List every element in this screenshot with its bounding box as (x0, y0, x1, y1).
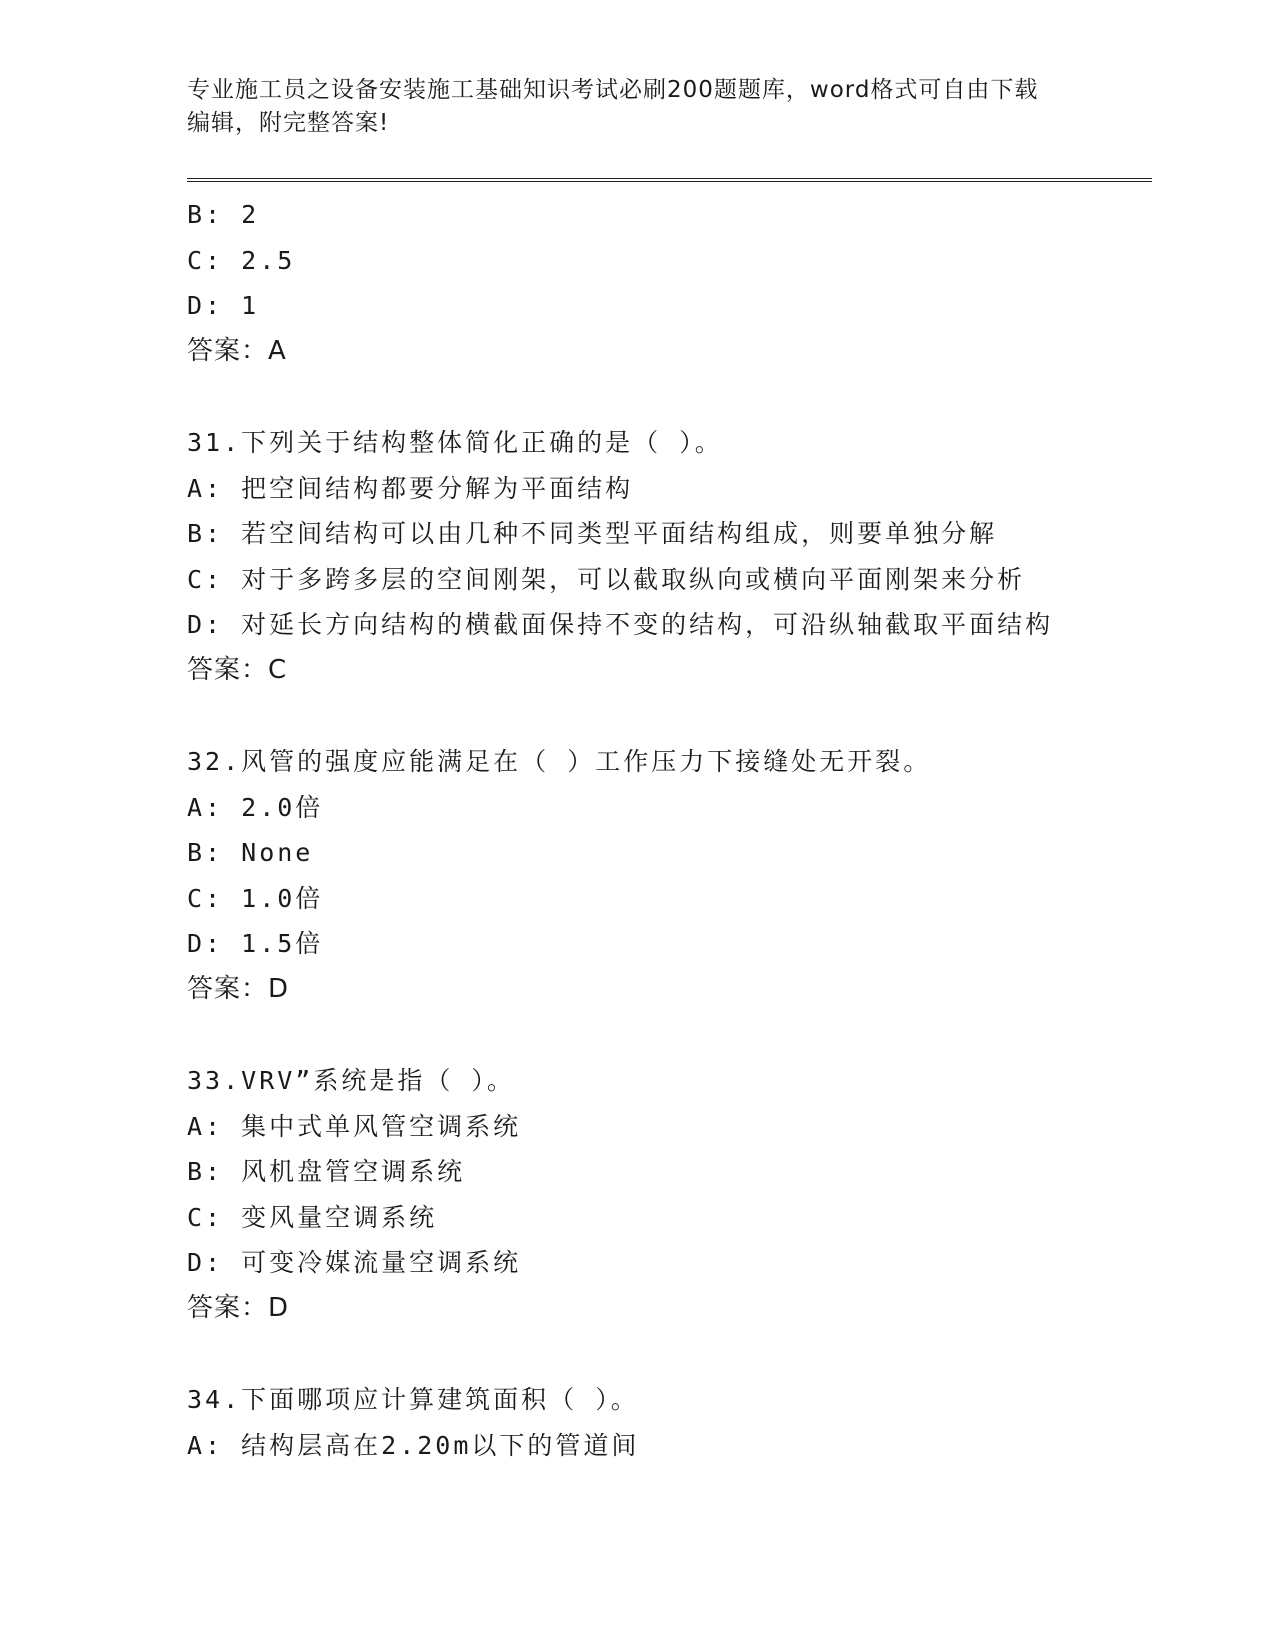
question-stem: 33.VRV”系统是指（ ）。 (187, 1066, 515, 1095)
page-header (187, 74, 1067, 140)
answer-line: 答案：D (187, 1292, 290, 1323)
option-d: D: 1.5倍 (187, 929, 324, 958)
option-c: C: 对于多跨多层的空间刚架，可以截取纵向或横向平面刚架来分析 (187, 564, 1026, 594)
header-title-line-2: 编辑，附完整答案! (187, 110, 390, 136)
answer-line: 答案：A (187, 335, 287, 366)
previous-question-tail (187, 192, 1147, 374)
option-b: B: 风机盘管空调系统 (187, 1157, 466, 1186)
option-a: A: 集中式单风管空调系统 (187, 1111, 522, 1141)
answer-line: 答案：C (187, 654, 288, 685)
option-b: B: 2 (187, 200, 260, 229)
question-32 (187, 739, 1147, 1012)
spacer (187, 1331, 1147, 1377)
header-divider (187, 178, 1152, 182)
question-stem: 34.下面哪项应计算建筑面积（ ）。 (187, 1385, 639, 1414)
option-c: C: 1.0倍 (187, 883, 324, 913)
question-34 (187, 1377, 1147, 1468)
option-d: D: 对延长方向结构的横截面保持不变的结构，可沿纵轴截取平面结构 (187, 610, 1054, 639)
question-33 (187, 1058, 1147, 1331)
spacer (187, 693, 1147, 739)
option-c: C: 变风量空调系统 (187, 1202, 438, 1232)
question-31 (187, 420, 1147, 693)
header-title-line-1: 专业施工员之设备安装施工基础知识考试必刷200题题库，word格式可自由下载 (187, 77, 1039, 103)
option-d: D: 可变冷媒流量空调系统 (187, 1248, 522, 1277)
spacer (187, 1012, 1147, 1058)
option-b: B: None (187, 838, 314, 867)
option-a: A: 结构层高在2.20m以下的管道间 (187, 1430, 640, 1460)
spacer (187, 374, 1147, 420)
option-d: D: 1 (187, 291, 260, 320)
document-body (187, 192, 1147, 1468)
option-a: A: 把空间结构都要分解为平面结构 (187, 473, 634, 503)
option-a: A: 2.0倍 (187, 792, 324, 822)
option-b: B: 若空间结构可以由几种不同类型平面结构组成，则要单独分解 (187, 519, 998, 548)
question-stem: 32.风管的强度应能满足在（ ）工作压力下接缝处无开裂。 (187, 747, 932, 776)
answer-line: 答案：D (187, 973, 290, 1004)
question-stem: 31.下列关于结构整体简化正确的是（ ）。 (187, 428, 723, 457)
option-c: C: 2.5 (187, 245, 296, 275)
